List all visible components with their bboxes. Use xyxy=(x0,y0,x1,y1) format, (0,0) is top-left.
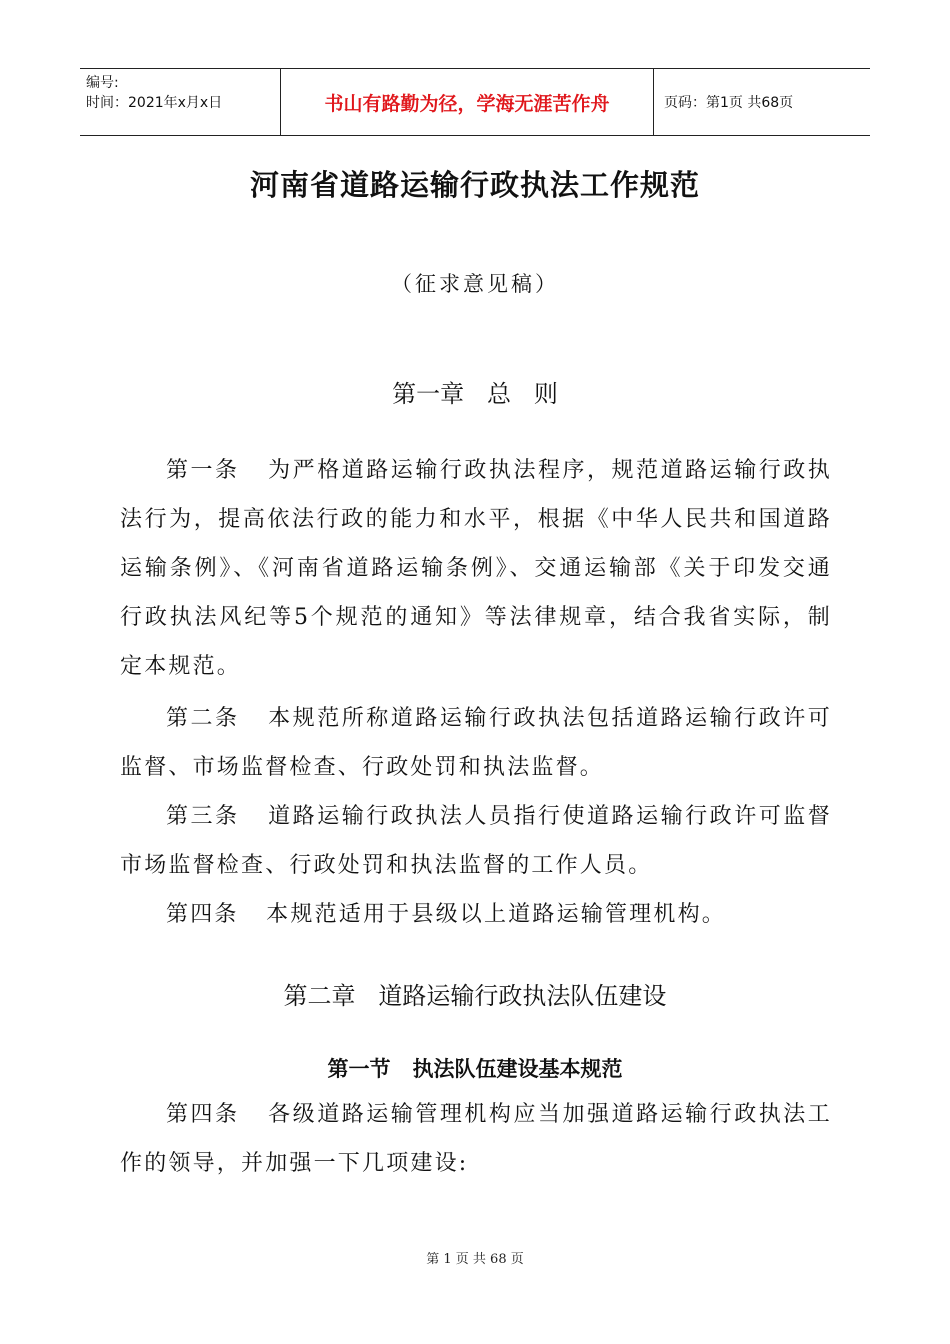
article-1: 第一条 为严格道路运输行政执法程序，规范道路运输行政执法行为，提高依法行政的能力和水平，根据《中华人民共和国道路运输条例》、《河南省道路运输条例》、交通运输部《关于印发交通行政执法风纪等5个规范的通知》等法律规章，结合我省实际，制定本规范。 xyxy=(120,458,832,679)
chapter-2-article-4: 第四条 各级道路运输管理机构应当加强道路运输行政执法工作的领导，并加强一下几项建设: xyxy=(120,1102,832,1176)
article-3: 第三条 道路运输行政执法人员指行使道路运输行政许可监督市场监督检查、行政处罚和执法监督的工作人员。 xyxy=(120,804,832,878)
document-title: 河南省道路运输行政执法工作规范 xyxy=(249,168,700,202)
header-page-info: 页码：第1页 共68页 xyxy=(664,95,794,111)
article-2: 第二条 本规范所称道路运输行政执法包括道路运输行政许可监督、市场监督检查、行政处罚和执法监督。 xyxy=(120,706,832,780)
number-label: 编号: xyxy=(86,75,119,91)
document-subtitle: （征求意见稿） xyxy=(391,272,559,296)
header-motto: 书山有路勤为径，学海无涯苦作舟 xyxy=(280,69,654,135)
header-meta xyxy=(80,69,280,135)
header-table xyxy=(80,68,870,136)
chapter-1-heading: 第一章 总 则 xyxy=(392,380,558,408)
article-4: 第四条 本规范适用于县级以上道路运输管理机构。 xyxy=(166,902,726,927)
page-footer: 第 1 页 共 68 页 xyxy=(426,1252,524,1267)
section-1-heading: 第一节 执法队伍建设基本规范 xyxy=(327,1057,623,1081)
chapter-2-heading: 第二章 道路运输行政执法队伍建设 xyxy=(283,982,667,1010)
time-label: 时间：2021年x月x日 xyxy=(86,95,223,111)
